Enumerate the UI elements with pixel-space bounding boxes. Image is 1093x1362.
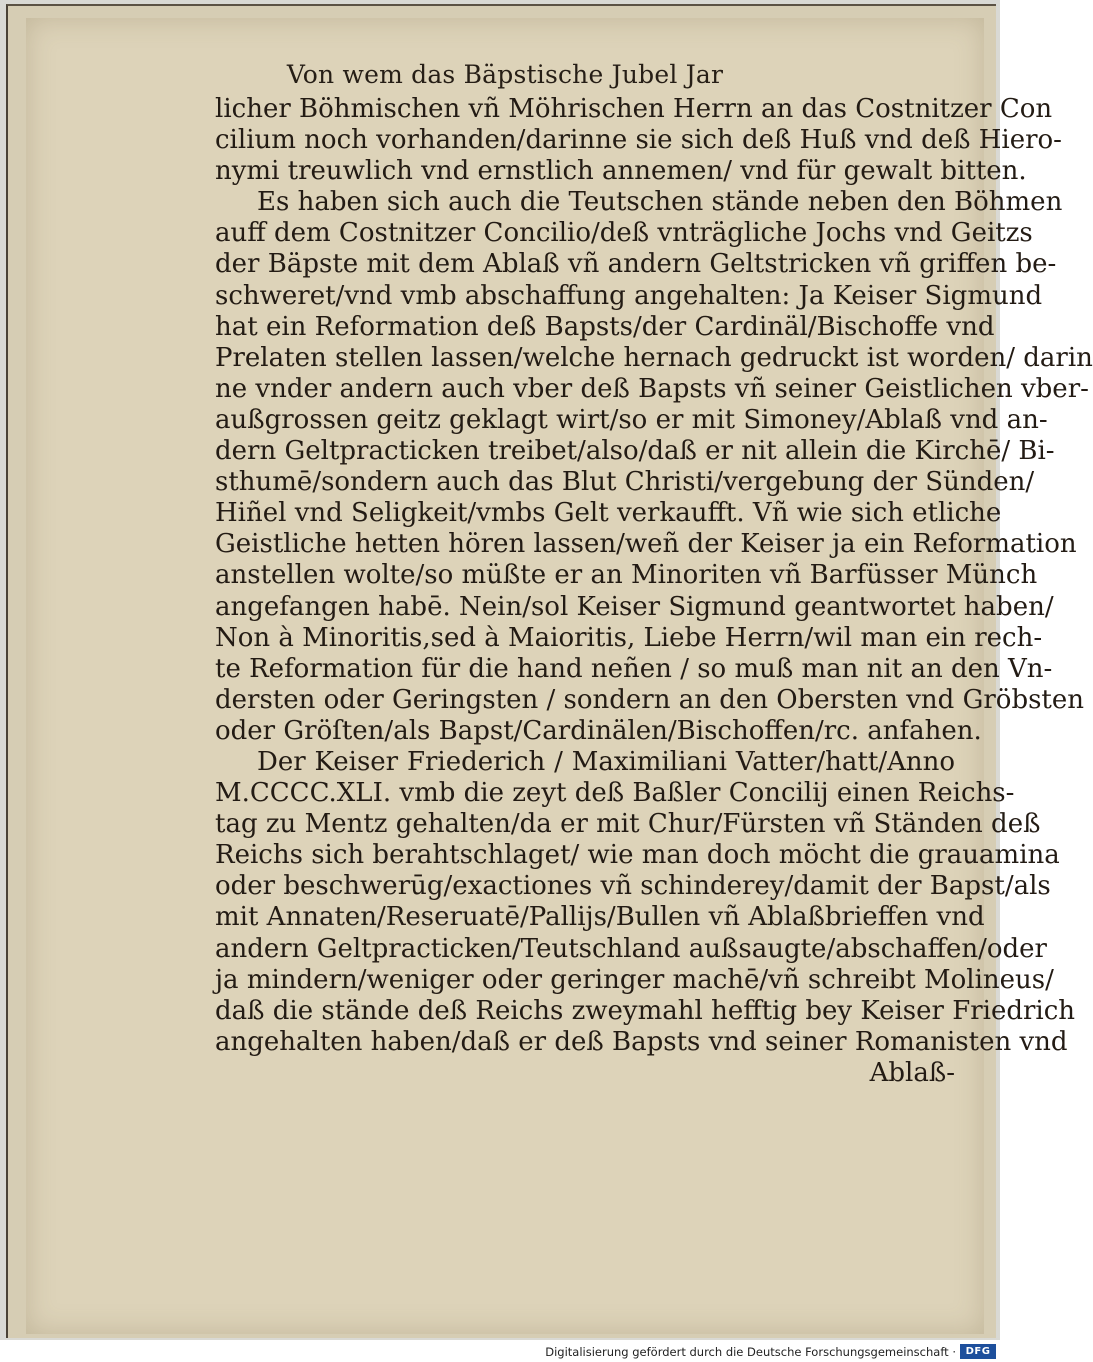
funding-credit: Digitalisierung gefördert durch die Deutsche Forschungsgemeinschaft · <box>545 1345 956 1359</box>
text-line: daß die stände deß Reichs zweymahl hefftig bey Keiser Friedrich <box>215 995 1076 1026</box>
text-line: oder Gröſten/als Bapst/Cardinälen/Bischoffen/rc. anfahen. <box>215 715 982 746</box>
text-line: te Reformation für die hand neñen / so muß man nit an den Vn‑ <box>215 653 1053 684</box>
text-line: anstellen wolte/so müßte er an Minoriten vñ Barfüsser Münch <box>215 560 1038 591</box>
text-line: oder beschwerūg/exactiones vñ schinderey/damit der Bapst/als <box>215 871 1051 902</box>
text-line: mit Annaten/Reseruatē/Pallijs/Bullen vñ Ablaßbrieffen vnd <box>215 902 985 933</box>
text-line: ne vnder andern auch vber deß Bapsts vñ seiner Geistlichen vber‑ <box>215 373 1089 404</box>
text-line: hat ein Reformation deß Bapsts/der Cardinäl/Bischoffe vnd <box>215 311 995 342</box>
text-line: ja mindern/weniger oder geringer machē/vñ schreibt Molineus/ <box>215 964 1054 995</box>
text-line: nymi treuwlich vnd ernstlich annemen/ vnd für gewalt bitten. <box>215 156 1027 187</box>
text-line: außgrossen geitz geklagt wirt/so er mit Simoney/Ablaß vnd an‑ <box>215 404 1048 435</box>
digitization-footer <box>0 1342 1000 1362</box>
text-line: dersten oder Geringsten / sondern an den Obersten vnd Gröbsten <box>215 684 1085 715</box>
text-line: angehalten haben/daß er deß Bapsts vnd seiner Romanisten vnd <box>215 1026 1068 1057</box>
catchword: Ablaß‑ <box>869 1057 955 1088</box>
body-text <box>215 94 1093 1089</box>
text-line: Prelaten stellen lassen/welche hernach gedruckt ist worden/ darin <box>215 342 1093 373</box>
text-line: Hiñel vnd Seligkeit/vmbs Gelt verkaufft. Vñ wie sich etliche <box>215 498 1002 529</box>
text-line: der Bäpste mit dem Ablaß vñ andern Geltstricken vñ griffen be‑ <box>215 249 1057 280</box>
text-line: sthumē/sondern auch das Blut Christi/vergebung der Sünden/ <box>215 467 1035 498</box>
text-line: Non à Minoritis,sed à Maioritis, Liebe Herrn/wil man ein rech‑ <box>215 622 1043 653</box>
text-line: Es haben sich auch die Teutschen stände neben den Böhmen <box>257 187 1063 218</box>
text-line: cilium noch vorhanden/darinne sie sich deß Huß vnd deß Hiero‑ <box>215 125 1062 156</box>
text-line: auff dem Costnitzer Concilio/deß vnträgliche Jochs vnd Geitzs <box>215 218 1033 249</box>
text-line: dern Geltpracticken treibet/also/daß er nit allein die Kirchē/ Bi‑ <box>215 436 1055 467</box>
text-line: Geistliche hetten hören lassen/weñ der Keiser ja ein Reformation <box>215 529 1077 560</box>
text-line: andern Geltpracticken/Teutschland außsaugte/abschaffen/oder <box>215 933 1047 964</box>
text-line: tag zu Mentz gehalten/da er mit Chur/Fürsten vñ Ständen deß <box>215 809 1041 840</box>
text-line: Reichs sich berahtschlaget/ wie man doch möcht die grauamina <box>215 840 1060 871</box>
running-head: Von wem das Bäpstische Jubel Jar <box>286 60 724 89</box>
dfg-logo-icon: DFG <box>960 1344 996 1359</box>
text-line: schweret/vnd vmb abschaffung angehalten: Ja Keiser Sigmund <box>215 280 1043 311</box>
text-line: licher Böhmischen vñ Möhrischen Herrn an das Costnitzer Con <box>215 94 1053 124</box>
text-line: Der Keiser Friederich / Maximiliani Vatter/hatt/Anno <box>257 746 955 777</box>
text-line: M.CCCC.XLI. vmb die zeyt deß Baßler Concilij einen Reichs‑ <box>215 778 1015 809</box>
text-line: angefangen habē. Nein/sol Keiser Sigmund geantwortet haben/ <box>215 591 1054 622</box>
